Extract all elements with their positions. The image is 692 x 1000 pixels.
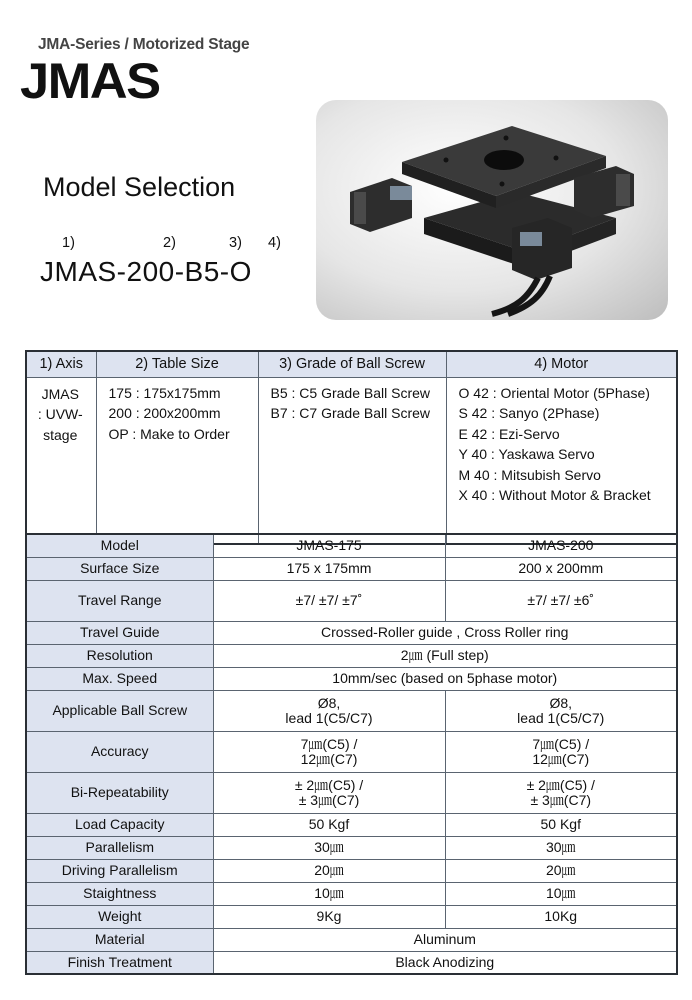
row-value: 50 Kgf [213, 813, 445, 836]
row-value [445, 772, 677, 813]
row-value [445, 731, 677, 772]
table-row [26, 580, 677, 621]
table-row [26, 772, 677, 813]
row-value: 30㎛ [445, 836, 677, 859]
value-line: Ø8, [317, 694, 341, 711]
motor-option: O 42 : Oriental Motor (5Phase) [458, 384, 650, 401]
table-row [26, 813, 677, 836]
table-row [26, 928, 677, 951]
model-code: JMAS-200-B5-O [40, 256, 252, 287]
code-number-1: 1) [62, 235, 75, 251]
row-value: 10Kg [445, 905, 677, 928]
row-value: 2㎛ (Full step) [213, 644, 677, 667]
table-size-option: OP : Make to Order [108, 425, 230, 442]
value-line: Ø8, [549, 694, 573, 711]
header-motor: 4) Motor [446, 351, 677, 377]
axis-line: : UVW- [37, 406, 83, 422]
axis-line: stage [43, 426, 78, 443]
table-row [26, 836, 677, 859]
row-label: Travel Guide [26, 621, 213, 644]
value-line: lead 1(C5/C7) [285, 709, 373, 726]
row-value: 200 x 200mm [445, 557, 677, 580]
row-label: Parallelism [26, 836, 213, 859]
table-row [26, 621, 677, 644]
motor-option: E 42 : Ezi-Servo [458, 425, 560, 442]
row-label: Material [26, 928, 213, 951]
motor-option: Y 40 : Yaskawa Servo [458, 446, 595, 462]
row-value: 175 x 175mm [213, 557, 445, 580]
model-header-col1: JMAS-175 [213, 534, 445, 557]
table-row [26, 905, 677, 928]
motor-option: X 40 : Without Motor & Bracket [458, 487, 651, 503]
row-value [213, 690, 445, 731]
header-axis: 1) Axis [26, 351, 96, 377]
model-selection-title: Model Selection [43, 172, 236, 202]
row-value: 9Kg [213, 905, 445, 928]
header-table-size: 2) Table Size [96, 351, 258, 377]
motor-cell [446, 377, 677, 544]
motor-option: S 42 : Sanyo (2Phase) [458, 405, 600, 421]
row-label: Staightness [26, 882, 213, 905]
table-row [26, 882, 677, 905]
row-label: Travel Range [26, 580, 213, 621]
row-label: Bi-Repeatability [26, 772, 213, 813]
model-header-col2: JMAS-200 [445, 534, 677, 557]
value-line: ± 3㎛(C7) [530, 791, 592, 808]
row-label: Resolution [26, 644, 213, 667]
row-value: ±7/ ±7/ ±7˚ [213, 580, 445, 621]
axis-line: JMAS [41, 385, 79, 402]
row-value: Aluminum [213, 928, 677, 951]
value-line: ± 2㎛(C5) / [294, 776, 364, 793]
row-label: Max. Speed [26, 667, 213, 690]
value-line: ± 3㎛(C7) [298, 791, 360, 808]
value-line: 7㎛(C5) / [532, 735, 590, 752]
row-value: ±7/ ±7/ ±6˚ [445, 580, 677, 621]
table-size-option: 200 : 200x200mm [108, 405, 221, 421]
row-label: Weight [26, 905, 213, 928]
table-row [26, 731, 677, 772]
series-title: JMA-Series / Motorized Stage [38, 36, 250, 53]
table-size-cell [96, 377, 258, 544]
row-value: 10mm/sec (based on 5phase motor) [213, 667, 677, 690]
row-label: Finish Treatment [26, 951, 213, 974]
ball-screw-option: B5 : C5 Grade Ball Screw [270, 384, 431, 401]
table-row [26, 534, 677, 557]
row-value: Crossed-Roller guide , Cross Roller ring [213, 621, 677, 644]
row-value: 50 Kgf [445, 813, 677, 836]
row-label: Surface Size [26, 557, 213, 580]
row-label: Accuracy [26, 731, 213, 772]
row-value: 20㎛ [445, 859, 677, 882]
row-label: Load Capacity [26, 813, 213, 836]
value-line: lead 1(C5/C7) [517, 709, 605, 726]
row-value: 10㎛ [445, 882, 677, 905]
brand-title: JMAS [20, 53, 160, 109]
table-row [26, 667, 677, 690]
row-label: Driving Parallelism [26, 859, 213, 882]
row-value: 20㎛ [213, 859, 445, 882]
table-row [26, 644, 677, 667]
ball-screw-option: B7 : C7 Grade Ball Screw [270, 405, 431, 421]
row-value: Black Anodizing [213, 951, 677, 974]
row-value: 30㎛ [213, 836, 445, 859]
axis-cell [26, 377, 96, 544]
row-label: Applicable Ball Screw [26, 690, 213, 731]
specification-table [25, 533, 678, 975]
motorized-stage-photo [316, 100, 668, 320]
model-header-label: Model [26, 534, 213, 557]
row-value [445, 690, 677, 731]
model-selection-table [25, 350, 678, 545]
row-value [213, 731, 445, 772]
value-line: 7㎛(C5) / [300, 735, 358, 752]
row-value [213, 772, 445, 813]
row-value: 10㎛ [213, 882, 445, 905]
value-line: ± 2㎛(C5) / [526, 776, 595, 793]
ball-screw-cell [258, 377, 446, 544]
table-row [26, 951, 677, 974]
value-line: 12㎛(C7) [532, 750, 590, 767]
motor-option: M 40 : Mitsubish Servo [458, 466, 601, 483]
code-number-4: 4) [268, 235, 281, 251]
value-line: 12㎛(C7) [300, 750, 358, 767]
code-number-2: 2) [163, 235, 176, 251]
header-ball-screw-grade: 3) Grade of Ball Screw [258, 351, 446, 377]
table-row [26, 557, 677, 580]
table-row [26, 859, 677, 882]
table-row [26, 690, 677, 731]
table-size-option: 175 : 175x175mm [108, 384, 221, 401]
code-number-3: 3) [229, 235, 242, 251]
